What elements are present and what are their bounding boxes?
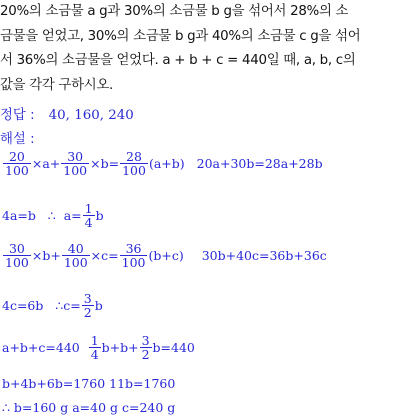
expr: ×c=: [90, 248, 119, 263]
expr: b+b+: [101, 340, 139, 355]
numerator: 1: [84, 201, 93, 216]
equation-3: [2, 242, 327, 269]
fraction: [61, 150, 89, 177]
problem-line: 값을 각각 구하시오.: [0, 77, 113, 93]
numerator: 3: [141, 333, 150, 348]
numerator: 20: [8, 149, 25, 164]
denominator: 2: [83, 305, 92, 320]
fraction: [3, 242, 31, 269]
expr: b=440: [152, 340, 195, 355]
denominator: 4: [90, 347, 99, 362]
denominator: 2: [141, 347, 150, 362]
fraction: [140, 334, 152, 361]
expr: b: [95, 208, 104, 223]
equation-2: [2, 202, 104, 229]
equation-5: [2, 334, 195, 361]
fraction: [3, 150, 31, 177]
expr: 4c=6b ∴c=: [2, 298, 81, 313]
fraction: [83, 202, 95, 229]
numerator: 28: [126, 149, 142, 164]
numerator: 36: [125, 241, 142, 256]
answer-label: 정답 :: [0, 108, 35, 123]
problem-line: 20%의 소금물 a g과 30%의 소금물 b g을 섞어서 28%의 소: [0, 4, 349, 19]
expr: 4a=b ∴ a=: [2, 208, 82, 223]
denominator: 100: [63, 163, 88, 178]
denominator: 4: [84, 215, 93, 230]
numerator: 3: [83, 291, 92, 306]
fraction: [62, 242, 90, 269]
fraction: [82, 292, 94, 319]
denominator: 100: [5, 255, 29, 270]
expr-rhs: 20a+30b=28a+28b: [196, 156, 323, 171]
expr: (a+b): [148, 156, 185, 171]
expr: b: [94, 298, 103, 313]
fraction: [120, 242, 148, 269]
numerator: 30: [8, 241, 25, 256]
denominator: 100: [122, 163, 146, 178]
fraction: [89, 334, 101, 361]
problem-line: 금물을 얻었고, 30%의 소금물 b g과 40%의 소금물 c g을 섞어: [0, 28, 361, 44]
equation-1: [2, 150, 323, 177]
expr: (b+c): [148, 248, 184, 263]
expr: a+b+c=440: [2, 340, 88, 355]
equation-6: b+4b+6b=1760 11b=1760: [2, 376, 176, 391]
answer-row: [0, 104, 134, 123]
numerator: 1: [90, 333, 99, 348]
expr: ×b=: [90, 156, 120, 171]
numerator: 40: [67, 241, 84, 256]
expr-rhs: 30b+40c=36b+36c: [201, 248, 327, 263]
expr: ×b+: [31, 248, 61, 263]
denominator: 100: [63, 255, 88, 270]
answer-value: 40, 160, 240: [48, 108, 134, 123]
problem-text: [0, 0, 400, 98]
denominator: 100: [121, 255, 146, 270]
numerator: 30: [67, 149, 84, 164]
solution-label: 해설 :: [0, 132, 35, 147]
denominator: 100: [5, 163, 29, 178]
fraction: [120, 150, 148, 177]
equation-4: [2, 292, 103, 319]
problem-line: 서 36%의 소금물을 얻었다. a + b + c = 440일 때, a, b, c의: [0, 53, 356, 68]
equation-7: ∴ b=160 g a=40 g c=240 g: [2, 400, 176, 415]
expr: ×a+: [31, 156, 61, 171]
